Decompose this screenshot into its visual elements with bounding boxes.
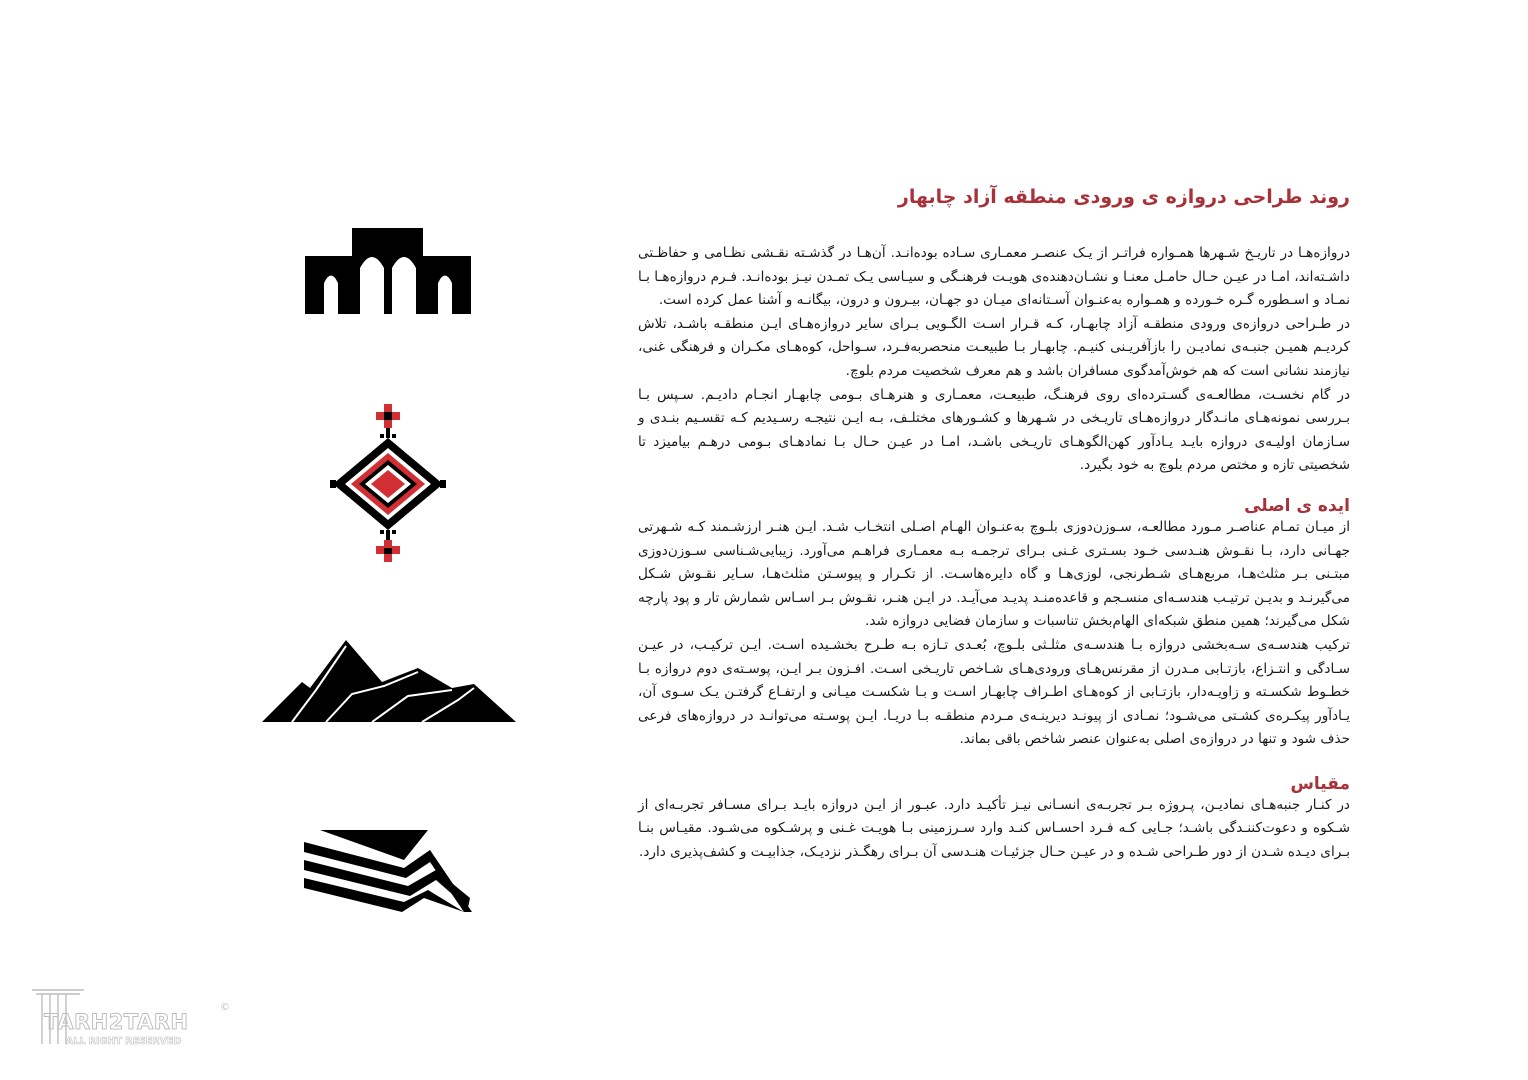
main-idea-heading: ایده ی اصلی <box>1244 495 1350 516</box>
page-title: روند طراحی دروازه ی ورودی منطقه آزاد چابهار <box>897 186 1350 208</box>
main-idea-section <box>638 496 1350 752</box>
folded-shell-icon <box>304 828 472 914</box>
copyright-symbol: © <box>220 1002 230 1013</box>
scale-paragraph: در کنـار جنبه‌هـای نمادیـن، پـروژه بـر تجربـه‌ی انسـانی نیـز تأکیـد دارد. عبـور از ایـن دروازه بایـد بـرای مسـافر تجربـه‌ای از شـکوه و دعوت‌کننـدگی باشـد؛ جـایی کـه فـرد احسـاس کنـد وارد سـرزمینی بـا هویـت غـنی و پرشـکوه می‌شـود. مقیـاس بنـا بـرای دیـده شـدن از دور طـراحی شـده و در عیـن حـال جزئیـات هنـدسی آن بـرای رهگـذر نزدیـک، جذابیـت و کشف‌پذیری دارد. <box>638 796 1350 861</box>
gate-arches-icon <box>305 228 471 316</box>
intro-paragraph-1: دروازه‌هـا در تاریـخ شـهرها همـواره فراتـر از یـک عنصـر معمـاری سـاده بوده‌انـد. آن‌هـا در گذشـته نقـشی نظـامی و حفاظـتی داشـته‌اند، امـا در عیـن حـال حامـل معنـا و نشـان‌دهنده‌ی هویـت فرهنـگی و سیـاسی یـک تمـدن نیـز بوده‌انـد. فـرم دروازه‌هـا بـا نمـاد و اسـطوره گـره خـورده و همـواره به‌عنـوان آسـتانه‌ای میـان دو جهـان، بیـرون و درون، بیگانـه و آشنا عمل کرده است. <box>638 245 1350 309</box>
scale-heading: مقیاس <box>1290 773 1350 794</box>
watermark-brand: TARH2TARH <box>44 1010 189 1034</box>
scale-section <box>638 774 1350 865</box>
mountains-icon <box>262 638 516 724</box>
main-idea-paragraph-2: ترکیب هندسـه‌ی سـه‌بخشی دروازه بـا هندسـه‌ی مثلـثی بلـوچ، بُعـدی تـازه بـه طـرح بخشـیده اسـت. ایـن ترکیـب، در عیـن سـادگی و انتـزاع، بازتـابی مـدرن از مقرنس‌هـای ورودی‌هـای شـاخص تاریـخی اسـت. افـزون بـر ایـن، پوسـته‌ی دوم دروازه بـا خطـوط شکسـته و زاویـه‌دار، بازتـابی از کوه‌هـای اطـراف چابهـار اسـت و بـا شکسـت میـانی و ارتفـاع گرفتـن یـک سـوی آن، یـادآور پیکـره‌ی کشـتی می‌شـود؛ نمـادی از پیونـد دیرینـه‌ی مـردم منطقـه بـا دریـا. ایـن پوسـته می‌توانـد در دروازه‌های فرعی حذف شود و تنها در دروازه‌ی اصلی به‌عنوان عنصر شاخص باقی بماند. <box>638 636 1350 748</box>
watermark-tagline: ALL RIGHT RESERVED <box>66 1036 182 1047</box>
main-idea-paragraph-1: از میـان تمـام عناصـر مـورد مطالعـه، سـوزن‌دوزی بلـوچ به‌عنـوان الهـام اصـلی انتخـاب شـد. ایـن هنـر ارزشـمند کـه شـهرتی جهـانی دارد، بـا نقـوش هنـدسی خـود بسـتری غـنی بـرای ترجمـه بـه معمـاری فراهـم می‌آورد. زیبایی‌شـناسی سـوزن‌دوزی مبتـنی بـر مثلث‌هـا، مربع‌هـای شـطرنجی، لوزی‌هـا و گاه دایره‌هاسـت. از تکـرار و پیوسـتن مثلث‌هـا، سـایر نقـوش شـکل می‌گیرنـد و بدیـن ترتیـب هندسـه‌ای منسـجم و قاعده‌منـد پدیـد می‌آیـد. در ایـن هنـر، نقـوش بـر اسـاس شمارش تار و پود پارچه شکل می‌گیرند؛ همین منطق شبکه‌ای الهام‌بخش تناسبات و سازمان فضایی دروازه شد. <box>638 518 1350 630</box>
intro-section <box>638 242 1350 478</box>
intro-paragraph-3: در گام نخسـت، مطالعـه‌ی گسـترده‌ای روی فرهنـگ، طبیعـت، معمـاری و هنرهـای بـومی چابهـار انجـام دادیـم. سـپس بـا بـررسی نمونه‌هـای مانـدگار دروازه‌هـای تاریـخی در شـهرها و کشـورهای مختلـف، بـه ایـن نتیجـه رسـیدیم کـه تقسـیم بنـدی و سـازمان اولیـه‌ی دروازه بایـد یـادآور کهن‌الگوهـای تاریـخی باشـد، امـا در عیـن حـال بـا نمادهـای بـومی درهـم بیامیزد تا شخصیتی تازه و مختص مردم بلوچ به خود بگیرد. <box>638 386 1350 474</box>
text-column <box>638 186 1350 865</box>
intro-paragraph-2: در طـراحی دروازه‌ی ورودی منطقـه آزاد چابهـار، کـه قـرار اسـت الگـویی بـرای سایر دروازه‌هـای ایـن منطقـه باشـد، تلاش کردیـم همیـن جنبـه‌ی نمادیـن را بازآفریـنی کنیـم. چابهـار بـا طبیعـت منحصربه‌فـرد، سـواحل، کوه‌هـای مکـران و فرهنگی غنی، نیازمند نشانی است که هم خوش‌آمدگوی مسافران باشد و هم معرف شخصیت مردم بلوچ. <box>638 315 1350 379</box>
watermark-logo <box>28 986 238 1052</box>
baluch-embroidery-icon <box>330 404 446 562</box>
